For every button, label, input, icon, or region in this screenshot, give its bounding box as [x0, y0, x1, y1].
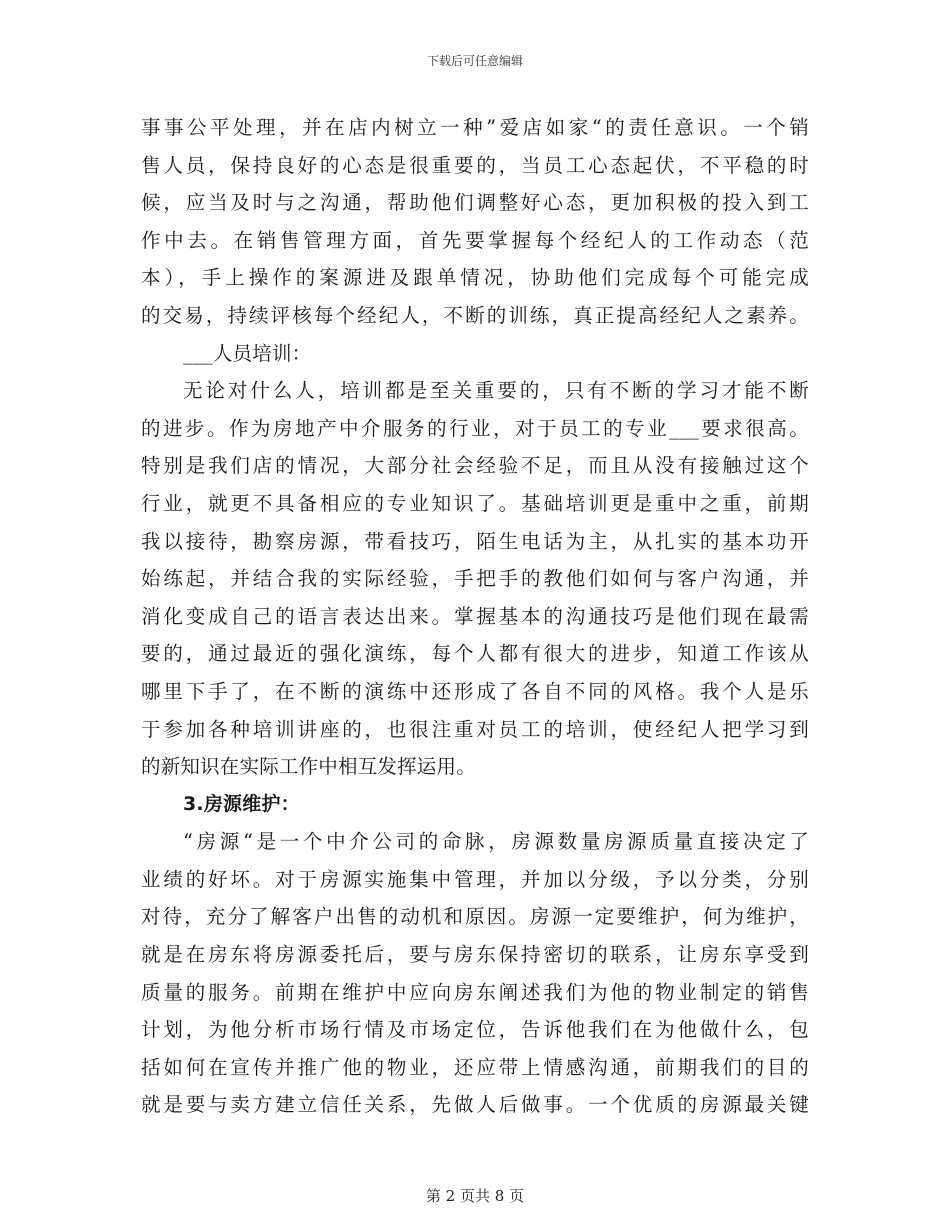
text-line: 就是要与卖方建立信任关系，先做人后做事。一个优质的房源最关键	[141, 1093, 809, 1117]
text-line: 的进步。作为房地产中介服务的行业，对于员工的专业___要求很高。	[141, 416, 809, 440]
text-line: 于参加各种培训讲座的，也很注重对员工的培训，使经纪人把学习到	[141, 717, 809, 741]
text-line: 就是在房东将房源委托后，要与房东保持密切的联系，让房东享受到	[141, 943, 809, 967]
text-line: 括如何在宣传并推广他的物业，还应带上情感沟通，前期我们的目的	[141, 1055, 809, 1079]
text-line: 的新知识在实际工作中相互发挥运用。	[141, 755, 476, 779]
text-line: 本），手上操作的案源进及跟单情况，协助他们完成每个可能完成	[141, 266, 809, 290]
text-line: 要的，通过最近的强化演练，每个人都有很大的进步，知道工作该从	[141, 642, 809, 666]
text-line: 对待，充分了解客户出售的动机和原因。房源一定要维护，何为维护，	[141, 905, 809, 929]
page-header: 下载后可任意编辑	[426, 54, 523, 68]
text-line: 作中去。在销售管理方面，首先要掌握每个经纪人的工作动态（范	[141, 228, 809, 252]
text-line: 我以接待，勘察房源，带看技巧，陌生电话为主，从扎实的基本功开	[141, 529, 809, 553]
text-line: 候，应当及时与之沟通，帮助他们调整好心态，更加积极的投入到工	[141, 191, 809, 215]
text-line: 的交易，持续评核每个经纪人，不断的训练，真正提高经纪人之素养。	[141, 303, 809, 327]
text-line: 特别是我们店的情况，大部分社会经验不足，而且从没有接触过这个	[141, 454, 809, 478]
document-body	[141, 109, 809, 1124]
section-heading-staff-training: ___人员培训：	[183, 341, 312, 365]
text-line: 行业，就更不具备相应的专业知识了。基础培训更是重中之重，前期	[141, 491, 809, 515]
text-line: “房源“是一个中介公司的命脉，房源数量房源质量直接决定了	[183, 830, 809, 854]
page-footer: 第 2 页共 8 页	[425, 1187, 525, 1205]
text-line: 始练起，并结合我的实际经验，手把手的教他们如何与客户沟通，并	[141, 567, 809, 591]
text-line: 无论对什么人，培训都是至关重要的，只有不断的学习才能不断	[183, 379, 809, 403]
text-line: 事事公平处理，并在店内树立一种”爱店如家“的责任意识。一个销	[141, 116, 809, 139]
text-line: 消化变成自己的语言表达出来。掌握基本的沟通技巧是他们现在最需	[141, 604, 809, 628]
text-line: 质量的服务。前期在维护中应向房东阐述我们为他的物业制定的销售	[141, 980, 809, 1004]
text-line: 业绩的好坏。对于房源实施集中管理，并加以分级，予以分类，分别	[141, 867, 809, 891]
text-line: 售人员，保持良好的心态是很重要的，当员工心态起伏，不平稳的时	[141, 153, 809, 177]
text-line: 计划，为他分析市场行情及市场定位，告诉他我们在为他做什么，包	[141, 1018, 809, 1042]
text-line: 哪里下手了，在不断的演练中还形成了各自不同的风格。我个人是乐	[141, 679, 809, 703]
section-heading-listing-maintenance: 3.房源维护：	[183, 792, 300, 815]
